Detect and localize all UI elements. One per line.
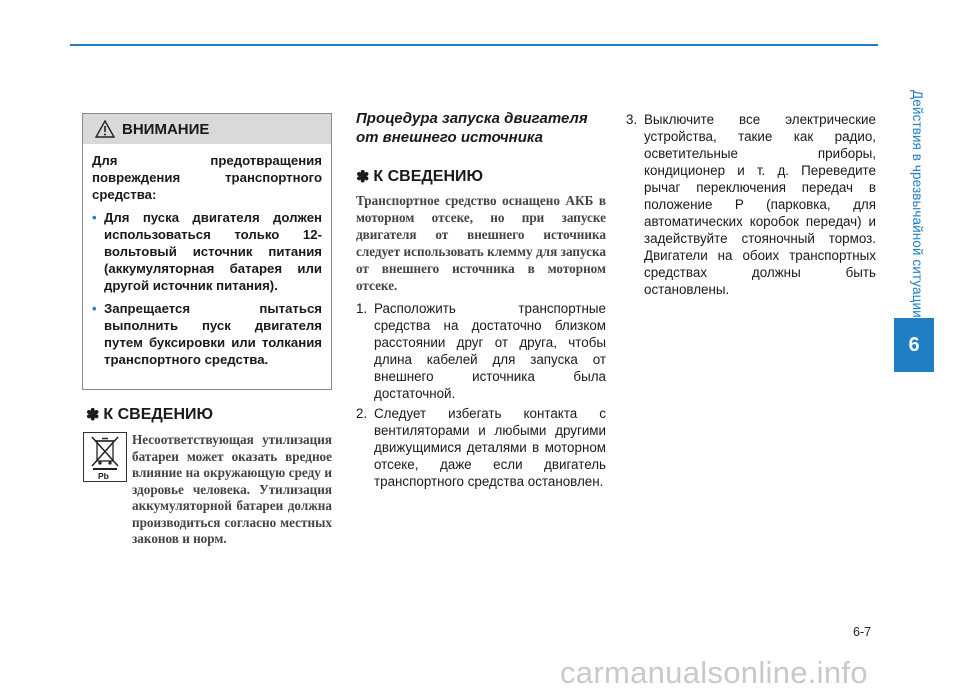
section-side-title: Действия в чрезвычайной ситуации	[910, 90, 925, 318]
step-number: 3.	[626, 112, 638, 127]
step-number: 2.	[356, 406, 368, 421]
note-text-left: Несоответствующая утилизация батареи может оказать вредное влияние на окружающую среду и здоровье человека. Утилизация аккумуляторной батареи должна производиться согласно местных законов и норм.	[132, 432, 332, 546]
warning-bullet	[92, 300, 322, 368]
note-title-text: К СВЕДЕНИЮ	[103, 406, 214, 423]
note-star-icon: ✽	[356, 169, 370, 186]
header-rule	[70, 44, 878, 46]
warning-heading: ВНИМАНИЕ	[122, 120, 210, 138]
steps-right	[626, 111, 876, 301]
procedure-title: Процедура запуска двигателя от внешнего источника	[356, 110, 588, 146]
warning-body	[83, 144, 331, 368]
step-text: Расположить транспортные средства на достаточно близком расстоянии друг от друга, чтобы длина кабелей для запуска от внешнего источника была достаточной.	[374, 301, 606, 401]
warning-bullet	[92, 209, 322, 294]
note-title-text: К СВЕДЕНИЮ	[373, 168, 484, 185]
procedure-step	[626, 111, 876, 298]
bullet-marker: •	[92, 210, 97, 225]
step-number: 1.	[356, 301, 368, 316]
warning-triangle-icon	[95, 120, 115, 138]
note-star-icon: ✽	[86, 407, 100, 424]
step-text: Выключите все электрические устройства, такие как радио, осветительные приборы, кондиционер и т. д. Переведите рычаг переключения передач в положение P (парковка, для автоматических коробок передач) и задействуйте стояночный тормоз. Двигатели на обоих транспортных средствах должны быть остановлены.	[644, 112, 876, 297]
procedure-step	[356, 405, 606, 490]
warning-intro: Для предотвращения повреждения транспортного средства:	[92, 153, 322, 202]
steps-mid	[356, 300, 606, 493]
procedure-step	[356, 300, 606, 402]
note-title-left	[86, 405, 213, 425]
note-title-mid	[356, 167, 483, 187]
page-number: 6-7	[853, 625, 872, 639]
bullet-marker: •	[92, 301, 97, 316]
crossed-bin-icon	[83, 432, 127, 482]
chapter-tab: 6	[894, 318, 934, 372]
warning-box	[82, 113, 332, 390]
pb-label: Pb	[98, 471, 109, 481]
warning-header	[83, 114, 331, 144]
watermark: carmanualsonline.info	[560, 655, 868, 690]
warning-bullet-text: Для пуска двигателя должен использоваться только 12-вольтовый источник питания (аккумуляторная батарея или другой источник питания).	[104, 210, 322, 293]
note-text-mid: Транспортное средство оснащено АКБ в моторном отсеке, но при запуске двигателя от внешнего источника следует использовать клемму для запуска от внешнего источника в моторном отсеке.	[356, 193, 606, 293]
step-text: Следует избегать контакта с вентиляторами и любыми другими движущимися деталями в моторном отсеке, даже если двигатель транспортного средства остановлен.	[374, 406, 606, 489]
warning-bullet-text: Запрещается пытаться выполнить пуск двигателя путем буксировки или толкания транспортного средства.	[104, 301, 322, 367]
